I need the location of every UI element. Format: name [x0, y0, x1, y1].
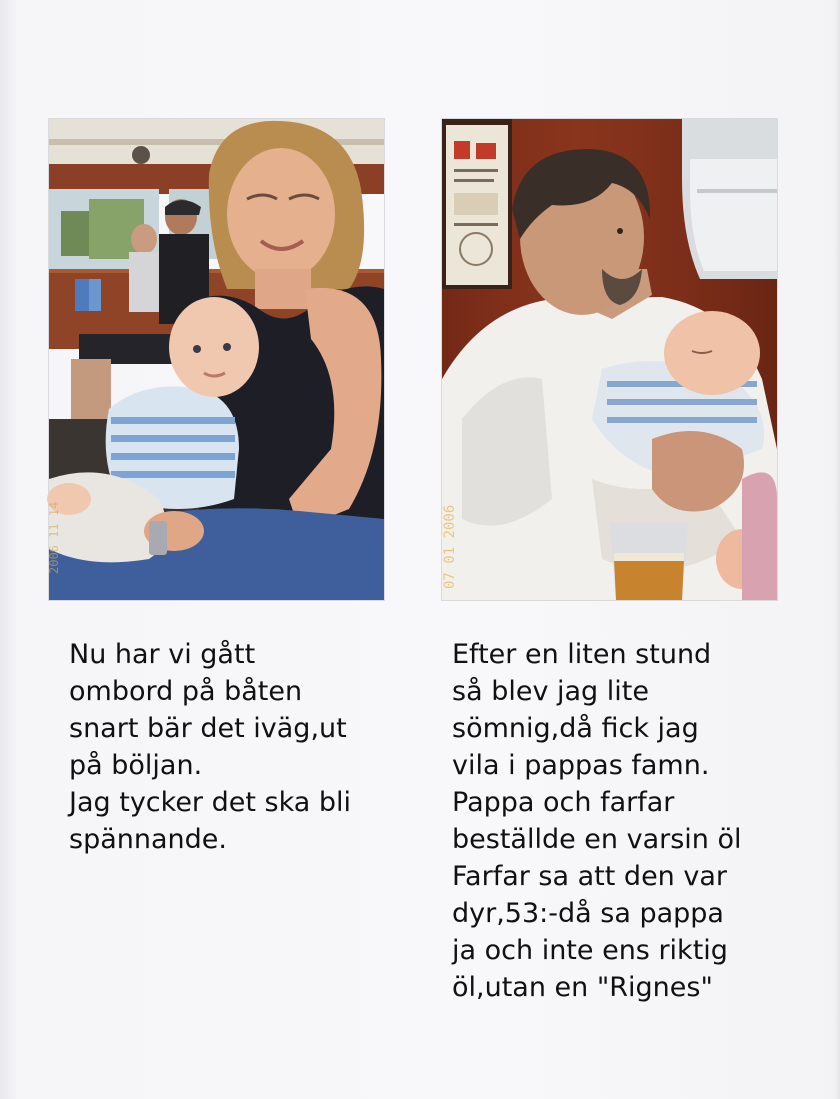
svg-text:2006 11 14: 2006 11 14 — [47, 501, 61, 574]
right-caption-line: beställde en varsin öl — [452, 824, 742, 855]
photo-father-and-baby-image — [442, 119, 777, 600]
photo-father-and-baby — [441, 118, 778, 601]
left-caption-line: på böljan. — [69, 750, 203, 781]
page-edge-shadow — [834, 0, 840, 1099]
right-caption-line: dyr,53:-då sa pappa — [452, 898, 724, 929]
photo-mother-and-baby — [48, 118, 385, 601]
left-caption-line: snart bär det iväg,ut — [69, 713, 347, 744]
left-caption-line: Jag tycker det ska bli — [69, 787, 352, 818]
right-caption-line: så blev jag lite — [452, 676, 649, 707]
right-caption-line: Farfar sa att den var — [452, 861, 727, 892]
left-caption-line: ombord på båten — [69, 676, 303, 707]
photo-mother-and-baby-image — [49, 119, 384, 600]
right-caption — [452, 636, 742, 1006]
right-caption-line: Pappa och farfar — [452, 787, 675, 818]
right-caption-line: ja och inte ens riktig — [452, 935, 728, 966]
left-caption-line: spännande. — [69, 824, 227, 855]
right-caption-line: Efter en liten stund — [452, 639, 712, 670]
left-caption-line: Nu har vi gått — [69, 639, 256, 670]
right-caption-line: öl,utan en "Rignes" — [452, 972, 713, 1003]
right-caption-line: vila i pappas famn. — [452, 750, 710, 781]
left-caption — [69, 636, 351, 858]
photo-date-stamp: 07 01 2006 — [442, 504, 458, 589]
right-caption-line: sömnig,då fick jag — [452, 713, 699, 744]
